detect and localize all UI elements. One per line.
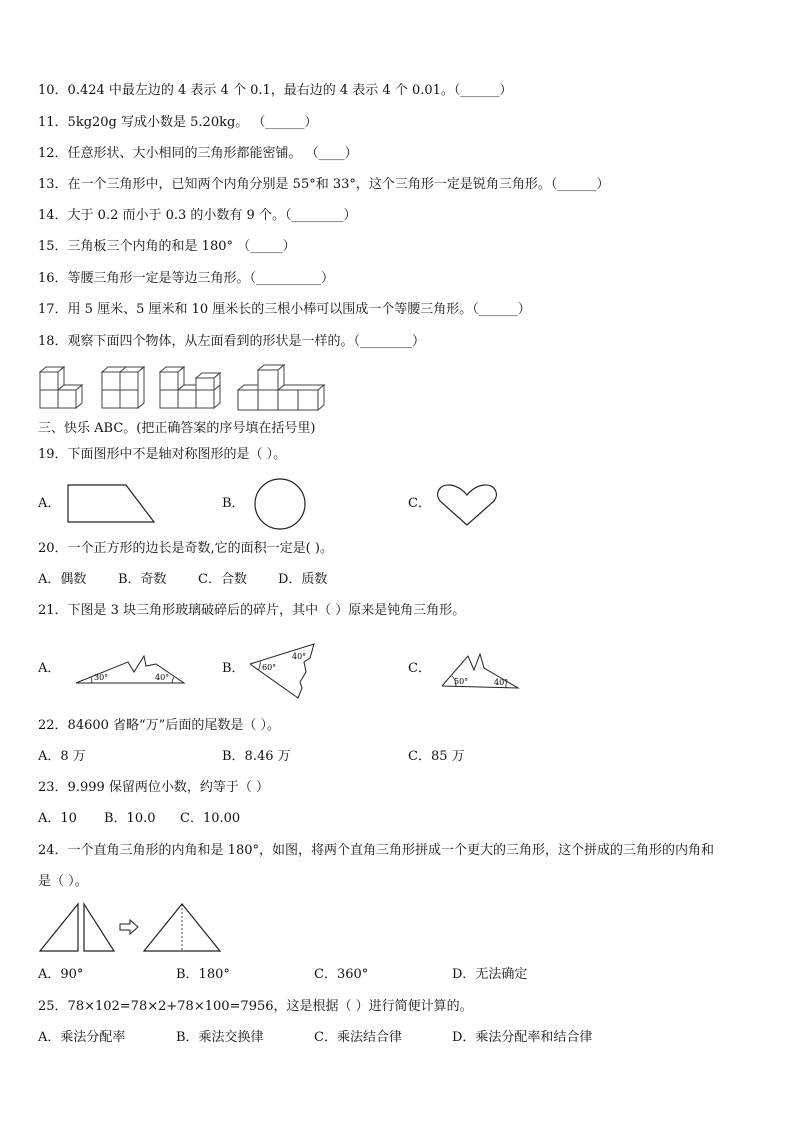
q24-option-c: C．360°: [314, 967, 369, 982]
question-14: 14．大于 0.2 而小于 0.3 的小数有 9 个。（________）: [38, 208, 357, 223]
question-16: 16．等腰三角形一定是等边三角形。（__________）: [38, 271, 335, 286]
cube-figure-2: [102, 367, 144, 408]
question-19: 19．下面图形中不是轴对称图形的是（ ）。: [38, 447, 287, 462]
q20-option-a: A．偶数: [38, 572, 87, 587]
q21-option-b: B．: [222, 661, 245, 676]
cube-figure-4: [238, 365, 324, 410]
question-11: 11．5kg20g 写成小数是 5.20kg。 （______）: [38, 115, 318, 130]
question-13: 13．在一个三角形中，已知两个内角分别是 55°和 33°，这个三角形一定是锐角三角形。（______）: [38, 177, 610, 192]
q21-c-angle-2: 40°: [494, 678, 509, 687]
q21-a-angle-2: 40°: [155, 673, 170, 682]
q23-option-c: C．10.00: [180, 811, 241, 826]
question-22: 22．84600 省略“万”后面的尾数是（ ）。: [38, 718, 280, 733]
q25-option-c: C．乘法结合律: [314, 1030, 402, 1045]
q20-option-c: C．合数: [198, 572, 247, 587]
section-title: 三、快乐 ABC。(把正确答案的序号填在括号里): [38, 421, 316, 436]
q19-option-b: B．: [222, 496, 245, 511]
question-10: 10．0.424 中最左边的 4 表示 4 个 0.1，最右边的 4 表示 4 个 0.01。（______）: [38, 83, 513, 98]
q21-b-angle-1: 60°: [262, 663, 277, 672]
q22-option-a: A．8 万: [38, 749, 86, 764]
question-20: 20．一个正方形的边长是奇数,它的面积一定是( )。: [38, 541, 333, 556]
arrow-right-icon: [120, 920, 138, 934]
question-17: 17．用 5 厘米、5 厘米和 10 厘米长的三根小棒可以围成一个等腰三角形。（______）: [38, 302, 531, 317]
cube-figure-1: [40, 367, 82, 408]
q21-b-angle-2: 40°: [292, 652, 307, 661]
q21-c-angle-1: 50°: [454, 677, 469, 686]
q20-option-b: B．奇数: [118, 572, 167, 587]
q24-option-b: B．180°: [176, 967, 230, 982]
question-24-line2: 是（ ）。: [38, 874, 88, 889]
q20-option-d: D．质数: [278, 572, 328, 587]
q21-option-c: C．: [408, 661, 431, 676]
q18-cube-figures: [38, 360, 328, 416]
question-18: 18．观察下面四个物体，从左面看到的形状是一样的。（________）: [38, 334, 426, 349]
q24-triangles-figure: [38, 900, 222, 954]
glass-fragment-a: [74, 650, 186, 686]
q22-option-c: C．85 万: [408, 749, 465, 764]
question-23: 23．9.999 保留两位小数，约等于（ ）: [38, 780, 270, 795]
q25-option-d: D．乘法分配率和结合律: [452, 1030, 593, 1045]
q21-a-angle-1: 30°: [94, 673, 109, 682]
q23-option-b: B．10.0: [104, 811, 156, 826]
glass-fragment-c: [440, 650, 520, 690]
q19-option-c: C．: [408, 496, 431, 511]
question-24-line1: 24．一个直角三角形的内角和是 180°，如图，将两个直角三角形拼成一个更大的三角形，这个拼成的三角形的内角和: [38, 843, 714, 858]
question-25: 25．78×102=78×2+78×100=7956，这是根据（ ）进行简便计算的。: [38, 999, 473, 1014]
q25-option-b: B．乘法交换律: [176, 1030, 264, 1045]
glass-fragment-b: [248, 642, 318, 702]
q19-option-a: A．: [38, 496, 61, 511]
cube-figure-3: [160, 367, 220, 408]
question-12: 12．任意形状、大小相同的三角形都能密铺。 （____）: [38, 146, 358, 161]
heart-shape: [436, 483, 498, 527]
question-15: 15．三角板三个内角的和是 180° （_____）: [38, 239, 296, 254]
circle-shape: [253, 478, 307, 530]
q21-option-a: A．: [38, 661, 61, 676]
q23-option-a: A．10: [38, 811, 77, 826]
q25-option-a: A．乘法分配率: [38, 1030, 126, 1045]
q24-option-d: D．无法确定: [452, 967, 528, 982]
question-21: 21．下图是 3 块三角形玻璃破碎后的碎片，其中（ ）原来是钝角三角形。: [38, 603, 466, 618]
trapezoid-shape: [66, 483, 156, 525]
q24-option-a: A．90°: [38, 967, 84, 982]
q22-option-b: B．8.46 万: [222, 749, 291, 764]
